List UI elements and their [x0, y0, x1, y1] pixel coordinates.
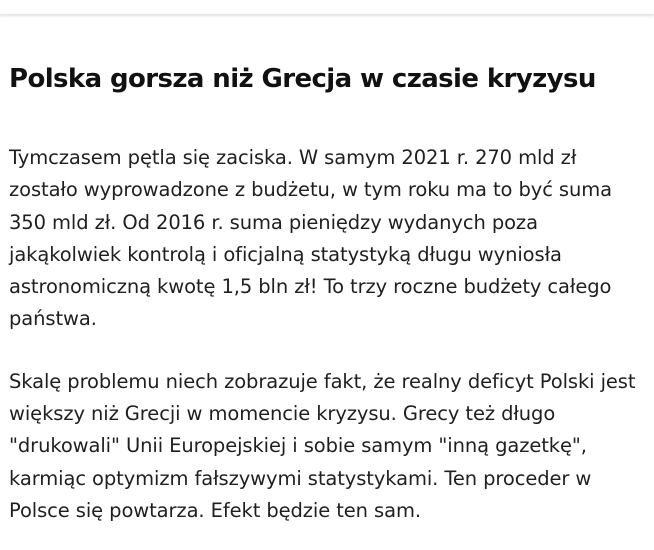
article — [9, 62, 649, 527]
article-paragraph-2: Skalę problemu niech zobrazuje fakt, że realny deficyt Polski jest większy niż Grecji w momencie kryzysu. Grecy też długo "drukowali" Unii Europejskiej i sobie samym "inną gazetkę", karmiąc optymizm fałszywymi statystykami. Ten proceder w Polsce się powtarza. Efekt będzie ten sam. — [9, 369, 636, 522]
article-headline: Polska gorsza niż Grecja w czasie kryzysu — [9, 64, 596, 94]
article-paragraph-1: Tymczasem pętla się zaciska. W samym 2021 r. 270 mld zł zostało wyprowadzone z budżetu, w tym roku ma to być suma 350 mld zł. Od 2016 r. suma pieniędzy wydanych poza jakąkolwiek kontrolą i oficjalną statystyką długu wyniosła astronomiczną kwotę 1,5 bln zł! To trzy roczne budżety całego państwa. — [9, 146, 612, 331]
top-bar — [0, 0, 654, 15]
